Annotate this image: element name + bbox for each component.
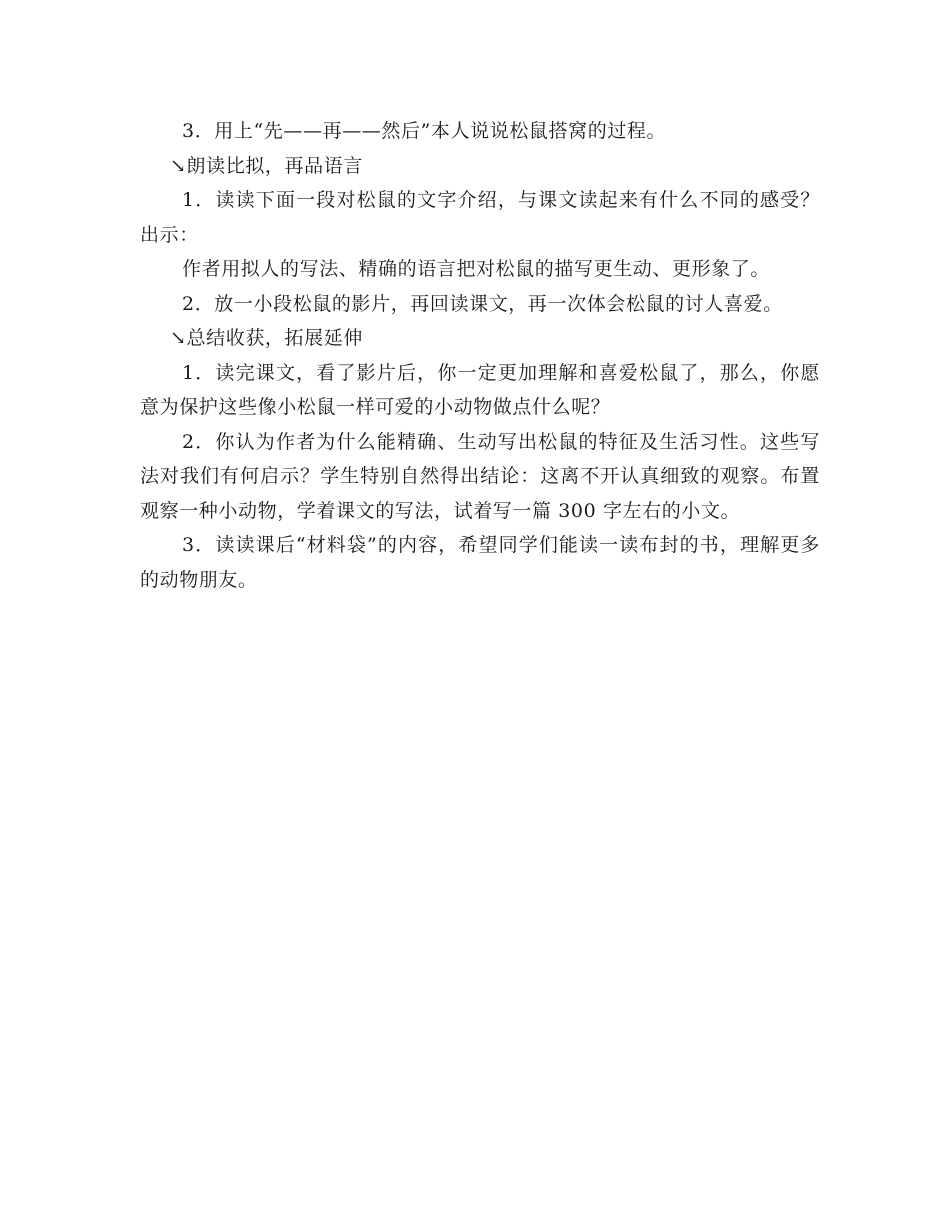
section-heading-compare-reading: ↘朗读比拟，再品语言 [170,154,363,177]
paragraph-personification-note: 作者用拟人的写法、精确的语言把对松鼠的描写更生动、更形象了。 [182,258,771,280]
paragraph-compare-intro: 1．读读下面一段对松鼠的文字介绍，与课文读起来有什么不同的感受？出示： [140,189,820,246]
paragraph-video-step: 2．放一小段松鼠的影片，再回读课文，再一次体会松鼠的讨人喜爱。 [182,292,783,315]
paragraph-material-bag: 3．读读课后“材料袋”的内容，希望同学们能读一读布封的书，理解更多的动物朋友。 [140,534,820,591]
document-body [140,114,820,597]
section-heading-summary: ↘总结收获，拓展延伸 [170,327,363,349]
paragraph-step-3-nest: 3．用上“先——再——然后”本人说说松鼠搭窝的过程。 [182,120,667,142]
paragraph-observation-writing: 2．你认为作者为什么能精确、生动写出松鼠的特征及生活习性。这些写法对我们有何启示？学生特别自然得出结论：这离不开认真细致的观察。布置观察一种小动物，学着课文的写法，试着写一篇 300 字左右的小文。 [140,430,820,522]
paragraph-protect-animals: 1．读完课文，看了影片后，你一定更加理解和喜爱松鼠了，那么，你愿意为保护这些像小松鼠一样可爱的小动物做点什么呢？ [140,361,820,418]
